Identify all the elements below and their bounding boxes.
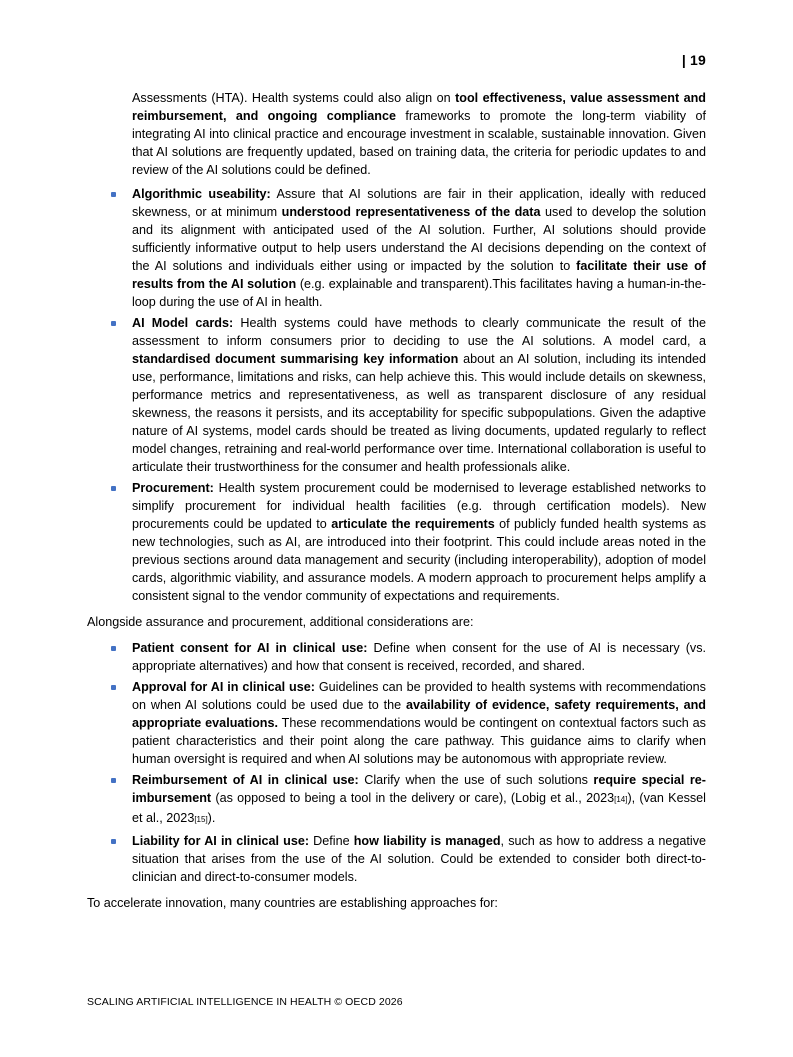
body-text: Define	[309, 834, 354, 848]
list-item-text	[132, 680, 706, 766]
list-item-approval	[87, 678, 706, 768]
intro-continuation-paragraph	[87, 89, 706, 179]
page-number: | 19	[681, 52, 706, 68]
body-text: ), (van Kessel et al., 2023	[132, 791, 706, 825]
list-item-text	[132, 834, 706, 884]
bold-text: AI Model cards:	[132, 316, 234, 330]
list-item-algorithmic-useability	[87, 185, 706, 311]
list-item-liability	[87, 832, 706, 886]
bold-text: Procurement:	[132, 481, 214, 495]
bold-text: Patient consent for AI in clinical use:	[132, 641, 368, 655]
body-text: of publicly funded health systems as new technologies, such as AI, are introduced into their footprint. This could include areas noted in the previous sections around data management and security (including interoperability), adoption of model cards, algorithmic viability, and assurance models. A modern approach to procurement helps amplify a consistent signal to the vendor community of expectations and requirements.	[132, 517, 706, 603]
bullet-icon	[111, 321, 116, 326]
bold-text: Approval for AI in clinical use:	[132, 680, 315, 694]
body-text: , such as how to address a negative situation that arises from the use of the AI solution. Could be extended to consider both direct-to-clinician and direct-to-consumer models.	[132, 834, 707, 884]
bold-text: availability of evidence, safety requirements, and appropriate evaluations.	[132, 698, 706, 730]
body-text: Define when consent for the use of AI is necessary (vs. appropriate alternatives) and how that consent is received, recorded, and shared.	[132, 641, 706, 673]
list-item-text	[132, 316, 706, 474]
list-item-patient-consent	[87, 639, 706, 675]
footer-copyright: SCALING ARTIFICIAL INTELLIGENCE IN HEALTH © OECD 2026	[87, 996, 403, 1008]
bullet-icon	[111, 778, 116, 783]
bold-text: understood representativeness of the data	[281, 205, 541, 219]
bold-text: Reimbursement of AI in clinical use:	[132, 773, 359, 787]
reference-marker[interactable]: [14]	[614, 795, 628, 804]
bullet-icon	[111, 839, 116, 844]
body-text: Assure that AI solutions are fair in their application, ideally with reduced skewness, or at minimum	[132, 187, 706, 219]
body-text: (e.g. explainable and transparent).This facilitates having a human-in-the-loop during the use of AI in health.	[132, 277, 707, 309]
body-text: These recommendations would be contingent on contextual factors such as patient characteristics and their point along the care pathway. This guidance aims to clarify when human oversight is required and when AI solutions may be autonomous with appropriate review.	[132, 716, 706, 766]
body-text: Health system procurement could be modernised to leverage established networks to simplify procurement for individual health facilities (e.g. through certification models). New procurements could be updated to	[132, 481, 706, 531]
bold-text: articulate the requirements	[331, 517, 495, 531]
list-item-reimbursement	[87, 771, 706, 829]
reference-marker[interactable]: [15]	[194, 815, 208, 824]
bullet-icon	[111, 646, 116, 651]
bold-text: how liability is managed	[353, 834, 501, 848]
list-item-text	[132, 773, 706, 825]
list-item-procurement	[87, 479, 706, 605]
bullet-icon	[111, 192, 116, 197]
body-text: Clarify when the use of such solutions	[358, 773, 594, 787]
body-text: ).	[207, 811, 216, 825]
bold-text: require special re-imbursement	[132, 773, 707, 805]
considerations-intro: Alongside assurance and procurement, additional considerations are:	[87, 615, 474, 629]
list-item-text	[132, 187, 706, 309]
bold-text: tool effectiveness, value assessment and reimbursement, and ongoing compliance	[132, 91, 706, 123]
bullet-icon	[111, 685, 116, 690]
body-text: Guidelines can be provided to health systems with recommendations on when AI solutions could be used due to the	[132, 680, 706, 712]
bold-text: standardised document summarising key information	[132, 352, 459, 366]
bold-text: Algorithmic useability:	[132, 187, 271, 201]
bold-text: facilitate their use of results from the AI solution	[132, 259, 706, 291]
considerations-list	[87, 639, 706, 886]
body-text: frameworks to promote the long-term viability of integrating AI into clinical practice and encourage investment in scalable, sustainable innovation. Given that AI solutions are frequently updated, based on training data, the criteria for periodic updates to and review of the AI solutions could be defined.	[132, 109, 706, 177]
bold-text: Liability for AI in clinical use:	[132, 834, 310, 848]
closing-paragraph: To accelerate innovation, many countries are establishing approaches for:	[87, 896, 498, 910]
list-item-text	[132, 481, 706, 603]
list-item-text	[132, 641, 706, 673]
body-text: Assessments (HTA). Health systems could also align on	[132, 91, 456, 105]
bullet-icon	[111, 486, 116, 491]
list-item-ai-model-cards	[87, 314, 706, 476]
body-text: about an AI solution, including its intended use, performance, limitations and risks, can help achieve this. This would include details on skewness, performance metrics and representativeness, as well as transparent disclosure of any residual skewness, the reasons it persists, and its acceptability for specific subpopulations. Given the adaptive nature of AI systems, model cards should be treated as living documents, updated regularly to reflect model changes, retraining and real-world performance over time. International collaboration is useful to articulate their trustworthiness for the consumer and health professionals alike.	[132, 352, 706, 474]
assurance-list	[87, 185, 706, 605]
body-text: (as opposed to being a tool in the delivery or care), (Lobig et al., 2023	[211, 791, 615, 805]
document-body	[87, 89, 706, 912]
body-text: used to develop the solution and its alignment with anticipated used of the AI solution. Further, AI solutions should provide sufficiently informative output to help users understand the AI decisions depending on the context of the AI solutions and individuals either using or impacted by the solution to	[132, 205, 706, 273]
body-text: Health systems could have methods to clearly communicate the result of the assessment to inform consumers prior to deciding to use the AI solutions. A model card, a	[132, 316, 707, 348]
